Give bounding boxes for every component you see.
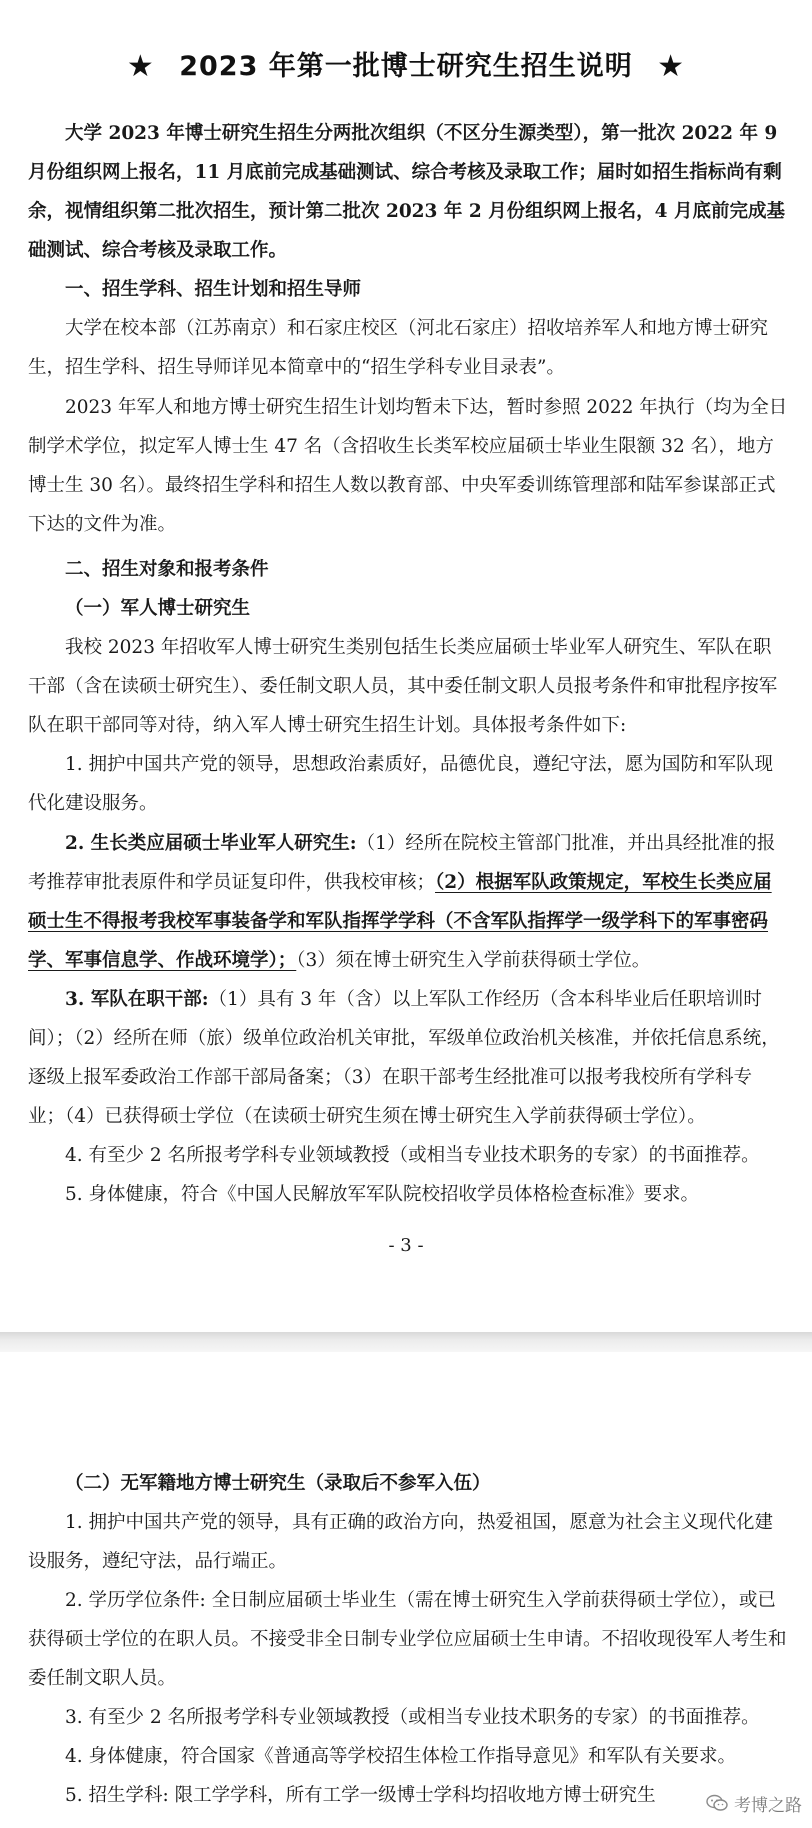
list-item-3 — [28, 980, 788, 1136]
title-text: 2023 年第一批博士研究生招生说明 — [179, 51, 633, 82]
section-1-paragraph-1: 大学在校本部（江苏南京）和石家庄校区（河北石家庄）招收培养军人和地方博士研究生，招生学科、招生导师详见本简章中的“招生学科专业目录表”。 — [28, 318, 769, 378]
section-2-paragraph-1: 我校 2023 年招收军人博士研究生类别包括生长类应届硕士毕业军人研究生、军队在职干部（含在读硕士研究生）、委任制文职人员，其中委任制文职人员报考条件和审批程序按军队在职干部同等对待，纳入军人博士研究生招生计划。具体报考条件如下: — [28, 637, 778, 736]
p2-list-item-4: 4. 身体健康，符合国家《普通高等学校招生体检工作指导意见》和军队有关要求。 — [65, 1746, 737, 1767]
section-2-subheading-1: （一）军人博士研究生 — [65, 598, 251, 619]
p2-list-item-1: 1. 拥护中国共产党的领导，具有正确的政治方向，热爱祖国，愿意为社会主义现代化建设服务，遵纪守法，品行端正。 — [28, 1512, 774, 1572]
section-1-heading: 一、招生学科、招生计划和招生导师 — [65, 279, 362, 300]
list-item-3-label: 3. 军队在职干部: — [65, 989, 209, 1010]
wechat-icon — [706, 1794, 728, 1812]
page-separator — [0, 1332, 812, 1352]
list-item-1: 1. 拥护中国共产党的领导，思想政治素质好，品德优良，遵纪守法，愿为国防和军队现代化建设服务。 — [28, 754, 774, 814]
section-2-heading: 二、招生对象和报考条件 — [65, 559, 269, 580]
intro-paragraph: 大学 2023 年博士研究生招生分两批次组织（不区分生源类型），第一批次 2022 年 9 月份组织网上报名，11 月底前完成基础测试、综合考核及录取工作；届时如招生指标尚有剩余，视情组织第二批次招生，预计第二批次 2023 年 2 月份组织网上报名，4 月底前完成基础测试、综合考核及录取工作。 — [28, 123, 785, 261]
section-1-paragraph-2: 2023 年军人和地方博士研究生招生计划均暂未下达，暂时参照 2022 年执行（均为全日制学术学位，拟定军人博士生 47 名（含招收生长类军校应届硕士毕业生限额 32 名），地方博士生 30 名）。最终招生学科和招生人数以教育部、中央军委训练管理部和陆军参谋部正式下达的文件为准。 — [28, 397, 788, 535]
list-item-2-label: 2. 生长类应届硕士毕业军人研究生: — [65, 833, 357, 854]
watermark-text: 考博之路 — [734, 1795, 802, 1816]
section-2-subheading-2: （二）无军籍地方博士研究生（录取后不参军入伍） — [65, 1473, 491, 1494]
p2-list-item-3: 3. 有至少 2 名所报考学科专业领域教授（或相当专业技术职务的专家）的书面推荐。 — [65, 1707, 760, 1728]
p2-list-item-2: 2. 学历学位条件: 全日制应届硕士毕业生（需在博士研究生入学前获得硕士学位），或已获得硕士学位的在职人员。不接受非全日制专业学位应届硕士生申请。不招收现役军人考生和委任制文职人员。 — [28, 1590, 787, 1689]
star-icon: ★ — [657, 49, 686, 84]
p2-list-item-5: 5. 招生学科: 限工学学科，所有工学一级博士学科均招收地方博士研究生 — [65, 1785, 656, 1806]
document-page-2 — [0, 1352, 812, 1828]
list-item-4: 4. 有至少 2 名所报考学科专业领域教授（或相当专业技术职务的专家）的书面推荐。 — [65, 1145, 760, 1166]
watermark — [706, 1790, 802, 1816]
list-item-2-part-c: （3）须在博士研究生入学前获得硕士学位。 — [296, 950, 651, 971]
page-title — [0, 44, 812, 84]
list-item-2 — [28, 824, 788, 980]
list-item-2-part-a: （1）经所在院校主管部门批准，并出具经批准的报考推荐审批表原件和学员证复印件，供我校审核； — [28, 833, 776, 893]
list-item-2-part-b: （2）根据军队政策规定，军校生长类应届硕士生不得报考我校军事装备学和军队指挥学学科（不含军队指挥学一级学科下的军事密码学、军事信息学、作战环境学）； — [28, 872, 772, 971]
star-icon: ★ — [126, 49, 155, 84]
list-item-3-text: （1）具有 3 年（含）以上军队工作经历（含本科毕业后任职培训时间）；（2）经所在师（旅）级单位政治机关审批，军级单位政治机关核准，并依托信息系统，逐级上报军委政治工作部干部局备案；（3）在职干部考生经批准可以报考我校所有学科专业；（4）已获得硕士学位（在读硕士研究生须在博士研究生入学前获得硕士学位）。 — [28, 989, 780, 1127]
list-item-5: 5. 身体健康，符合《中国人民解放军军队院校招收学员体格检查标准》要求。 — [65, 1184, 700, 1205]
page-number: - 3 - — [388, 1235, 424, 1256]
